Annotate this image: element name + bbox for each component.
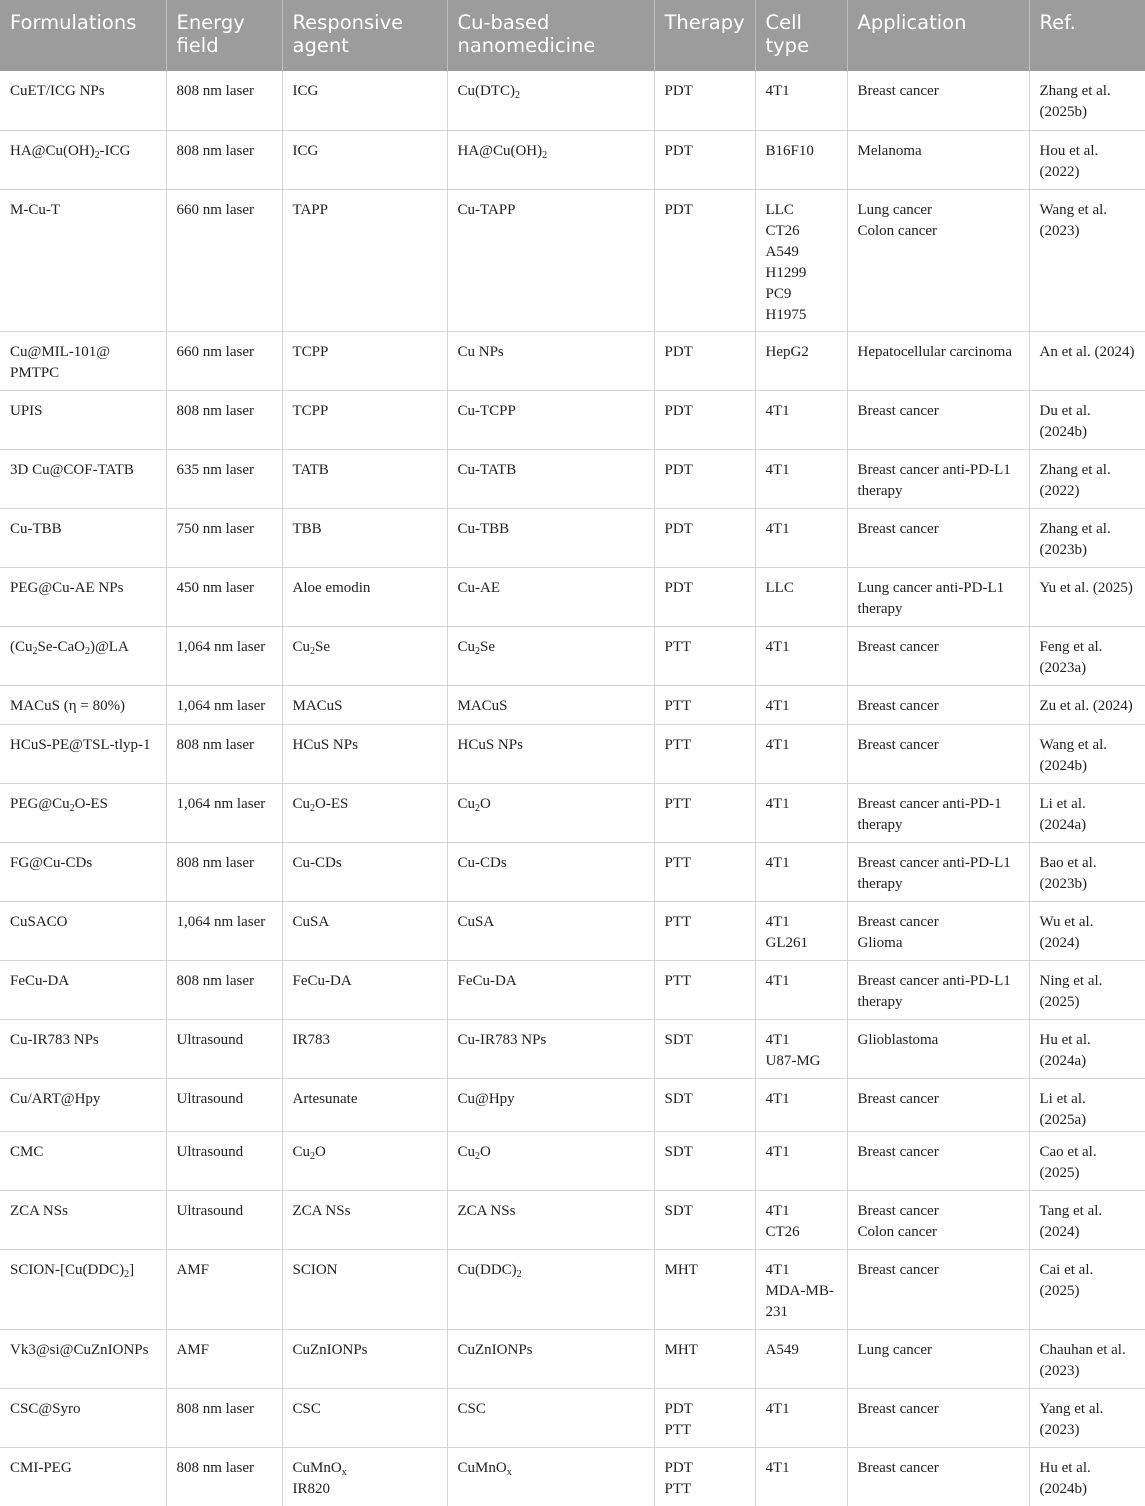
nanomedicine-cell: MACuS [447,685,654,724]
ref-cell: Wang et al. (2023) [1029,189,1145,331]
ref-cell: Zhang et al. (2025b) [1029,71,1145,130]
application-cell: Breast cancer [847,71,1029,130]
ref-cell: Cai et al. (2025) [1029,1249,1145,1329]
energy-field-cell: 808 nm laser [166,130,282,189]
responsive-agent-cell: Aloe emodin [282,567,447,626]
ref-cell: Zu et al. (2024) [1029,685,1145,724]
therapy-cell: SDT [654,1019,755,1078]
table-row [0,130,1145,189]
header-cell-type: Cell type [755,0,847,71]
nanomedicine-cell: Cu NPs [447,331,654,390]
responsive-agent-cell: IR783 [282,1019,447,1078]
responsive-agent-cell: TATB [282,449,447,508]
energy-field-cell: 635 nm laser [166,449,282,508]
ref-cell: Du et al. (2024b) [1029,390,1145,449]
header-application: Application [847,0,1029,71]
cell-type-cell: 4T1 [755,1078,847,1131]
nanomedicine-cell: FeCu-DA [447,960,654,1019]
cell-type-cell: 4T1 [755,960,847,1019]
therapy-cell: MHT [654,1329,755,1388]
table-row [0,331,1145,390]
cell-type-cell: 4T1 CT26 [755,1190,847,1249]
ref-cell: Zhang et al. (2023b) [1029,508,1145,567]
table-row [0,567,1145,626]
application-cell: Breast cancer [847,390,1029,449]
cell-type-cell: LLC [755,567,847,626]
nanomedicine-cell: Cu-AE [447,567,654,626]
formulation-cell: ZCA NSs [0,1190,166,1249]
therapy-cell: SDT [654,1190,755,1249]
formulation-cell: Cu-IR783 NPs [0,1019,166,1078]
responsive-agent-cell: $Cu_2O$ [282,1131,447,1190]
responsive-agent-cell: CuMnO$_x$ IR820 [282,1447,447,1506]
nanomedicine-cell: HCuS NPs [447,724,654,783]
energy-field-cell: Ultrasound [166,1078,282,1131]
table-row [0,1249,1145,1329]
cell-type-cell: 4T1 [755,1388,847,1447]
cell-type-cell: 4T1 [755,390,847,449]
energy-field-cell: Ultrasound [166,1131,282,1190]
nanomedicine-cell: Cu-IR783 NPs [447,1019,654,1078]
ref-cell: Li et al. (2024a) [1029,783,1145,842]
formulation-cell: Cu@MIL-101@ PMTPC [0,331,166,390]
application-cell: Lung cancer Colon cancer [847,189,1029,331]
nanomedicine-cell: CuMnO$_x$ [447,1447,654,1506]
therapy-cell: PTT [654,901,755,960]
nanomedicine-cell: Cu@Hpy [447,1078,654,1131]
therapy-cell: PTT [654,783,755,842]
therapy-cell: PTT [654,960,755,1019]
nanomedicine-cell: Cu-TAPP [447,189,654,331]
application-cell: Breast cancer [847,1131,1029,1190]
responsive-agent-cell: Artesunate [282,1078,447,1131]
nanomedicine-cell: ZCA NSs [447,1190,654,1249]
therapy-cell: PTT [654,842,755,901]
energy-field-cell: 808 nm laser [166,1388,282,1447]
table-row [0,1019,1145,1078]
energy-field-cell: 808 nm laser [166,1447,282,1506]
table-row [0,390,1145,449]
therapy-cell: PDT PTT [654,1388,755,1447]
therapy-cell: PDT [654,390,755,449]
therapy-cell: PTT [654,685,755,724]
application-cell: Breast cancer Colon cancer [847,1190,1029,1249]
energy-field-cell: Ultrasound [166,1190,282,1249]
nanomedicine-cell: Cu-CDs [447,842,654,901]
energy-field-cell: AMF [166,1329,282,1388]
formulation-cell: M-Cu-T [0,189,166,331]
therapy-cell: PDT [654,331,755,390]
cell-type-cell: 4T1 [755,1447,847,1506]
table-row [0,626,1145,685]
energy-field-cell: 1,064 nm laser [166,626,282,685]
responsive-agent-cell: ZCA NSs [282,1190,447,1249]
nanomedicine-cell: CuSA [447,901,654,960]
table-row [0,1131,1145,1190]
therapy-cell: PDT [654,449,755,508]
ref-cell: Cao et al. (2025) [1029,1131,1145,1190]
responsive-agent-cell: TAPP [282,189,447,331]
formulation-cell: CMI-PEG [10,1459,72,1476]
therapy-cell: PDT [654,71,755,130]
application-cell: Breast cancer [847,1447,1029,1506]
responsive-agent-cell: ICG [282,130,447,189]
application-cell: Breast cancer [847,508,1029,567]
cell-type-cell: 4T1 [755,626,847,685]
formulation-cell: $PEG@Cu_2O-ES$ [0,783,166,842]
ref-cell: Hu et al. (2024a) [1029,1019,1145,1078]
responsive-agent-cell: CuSA [282,901,447,960]
responsive-agent-cell: CuZnIONPs [282,1329,447,1388]
therapy-cell: SDT [654,1131,755,1190]
cell-type-cell: 4T1 [755,724,847,783]
formulation-cell: $(Cu_2Se-CaO_2)@LA$ [0,626,166,685]
ref-cell: Hu et al. (2024b) [1029,1447,1145,1506]
responsive-agent-cell: MACuS [282,685,447,724]
cell-type-cell: 4T1 [755,508,847,567]
table-row [0,960,1145,1019]
ref-cell: Bao et al. (2023b) [1029,842,1145,901]
application-cell: Breast cancer anti-PD-L1 therapy [847,960,1029,1019]
responsive-agent-cell: $Cu_2Se$ [282,626,447,685]
cell-type-cell: 4T1 [755,1131,847,1190]
formulation-cell: Vk3@si@CuZnIONPs [0,1329,166,1388]
ref-cell: Hou et al. (2022) [1029,130,1145,189]
formulation-cell: $HA@Cu(OH)_2$-ICG [0,130,166,189]
formulation-cell: Cu/ART@Hpy [0,1078,166,1131]
responsive-agent-cell: TCPP [282,390,447,449]
table-row [0,71,1145,130]
energy-field-cell: AMF [166,1249,282,1329]
ref-cell: Tang et al. (2024) [1029,1190,1145,1249]
nanomedicine-cell: CuZnIONPs [447,1329,654,1388]
nanomedicine-cell: CSC [447,1388,654,1447]
responsive-agent-cell: Cu-CDs [282,842,447,901]
energy-field-cell: 750 nm laser [166,508,282,567]
table-row [0,1190,1145,1249]
application-cell: Glioblastoma [847,1019,1029,1078]
cell-type-cell: 4T1 U87-MG [755,1019,847,1078]
therapy-cell: PTT [654,724,755,783]
application-cell: Breast cancer anti-PD-1 therapy [847,783,1029,842]
header-therapy: Therapy [654,0,755,71]
table-body [0,71,1145,1506]
nanomedicine-cell: Cu-TBB [447,508,654,567]
nanomedicine-cell: $Cu(DTC)_2$ [447,71,654,130]
energy-field-cell: 808 nm laser [166,842,282,901]
nanomedicine-cell: $HA@Cu(OH)_2$ [447,130,654,189]
application-cell: Breast cancer [847,1388,1029,1447]
application-cell: Breast cancer [847,1078,1029,1131]
formulation-cell: 3D Cu@COF-TATB [0,449,166,508]
responsive-agent-cell: TCPP [282,331,447,390]
nanomedicine-cell: $Cu_2Se$ [447,626,654,685]
responsive-agent-cell: FeCu-DA [282,960,447,1019]
energy-field-cell: 808 nm laser [166,390,282,449]
cell-type-cell: 4T1 [755,685,847,724]
formulation-cell: MACuS (η = 80%) [0,685,166,724]
header-energy-field: Energy field [166,0,282,71]
nanomedicine-cell: $Cu(DDC)_2$ [447,1249,654,1329]
application-cell: Breast cancer Glioma [847,901,1029,960]
table-row [0,508,1145,567]
energy-field-cell: 450 nm laser [166,567,282,626]
therapy-cell: PTT [654,626,755,685]
table-row [0,783,1145,842]
table-row [0,1078,1145,1131]
energy-field-cell: 1,064 nm laser [166,901,282,960]
cell-type-cell: A549 [755,1329,847,1388]
ref-cell: An et al. (2024) [1029,331,1145,390]
responsive-agent-cell: HCuS NPs [282,724,447,783]
application-cell: Breast cancer [847,724,1029,783]
table-row [0,901,1145,960]
cell-type-cell: B16F10 [755,130,847,189]
therapy-cell: PDT [654,567,755,626]
nanomedicine-cell: Cu-TCPP [447,390,654,449]
header-formulations: Formulations [0,0,166,71]
energy-field-cell: 1,064 nm laser [166,685,282,724]
table-row [0,449,1145,508]
cell-type-cell: HepG2 [755,331,847,390]
ref-cell: Feng et al. (2023a) [1029,626,1145,685]
ref-cell: Chauhan et al. (2023) [1029,1329,1145,1388]
responsive-agent-cell: ICG [282,71,447,130]
cell-type-cell: 4T1 [755,71,847,130]
cell-type-cell: 4T1 MDA-MB-231 [755,1249,847,1329]
application-cell: Breast cancer [847,685,1029,724]
nanomedicine-cell: $Cu_2O$ [447,783,654,842]
table-row [0,1388,1145,1447]
ref-cell: Zhang et al. (2022) [1029,449,1145,508]
formulation-cell: CuSACO [0,901,166,960]
header-ref: Ref. [1029,0,1145,71]
therapy-cell: MHT [654,1249,755,1329]
ref-cell: Wu et al. (2024) [1029,901,1145,960]
energy-field-cell: 808 nm laser [166,724,282,783]
therapy-cell: SDT [654,1078,755,1131]
formulation-cell: CuET/ICG NPs [0,71,166,130]
application-cell: Breast cancer [847,1249,1029,1329]
nanomedicine-cell: Cu-TATB [447,449,654,508]
formulation-cell: FeCu-DA [0,960,166,1019]
therapy-cell: PDT [654,130,755,189]
application-cell: Breast cancer [847,626,1029,685]
energy-field-cell: 660 nm laser [166,331,282,390]
application-cell: Breast cancer anti-PD-L1 therapy [847,842,1029,901]
application-cell: Melanoma [847,130,1029,189]
table-row [0,189,1145,331]
ref-cell: Li et al. (2025a) [1029,1078,1145,1131]
nanomedicine-cell: $Cu_2O$ [447,1131,654,1190]
formulation-cell: CMC [0,1131,166,1190]
cell-type-cell: 4T1 [755,449,847,508]
formulation-cell: HCuS-PE@TSL-tlyp-1 [0,724,166,783]
table-row [0,842,1145,901]
therapy-cell: PDT [654,508,755,567]
header-row [0,0,1145,71]
responsive-agent-cell: TBB [282,508,447,567]
formulation-cell: CSC@Syro [0,1388,166,1447]
responsive-agent-cell: SCION [282,1249,447,1329]
formulation-cell: UPIS [0,390,166,449]
energy-field-cell: Ultrasound [166,1019,282,1078]
energy-field-cell: 808 nm laser [166,71,282,130]
application-cell: Hepatocellular carcinoma [847,331,1029,390]
energy-field-cell: 1,064 nm laser [166,783,282,842]
header-responsive-agent: Responsive agent [282,0,447,71]
energy-field-cell: 660 nm laser [166,189,282,331]
table-row [0,685,1145,724]
therapy-cell: PDT PTT [654,1447,755,1506]
energy-field-cell: 808 nm laser [166,960,282,1019]
formulation-cell: PEG@Cu-AE NPs [0,567,166,626]
cell-type-cell: 4T1 GL261 [755,901,847,960]
formulation-cell: SCION-$[Cu(DDC)_2]$ [0,1249,166,1329]
therapy-cell: PDT [654,189,755,331]
header-cu-nanomedicine: Cu-based nanomedicine [447,0,654,71]
responsive-agent-cell: CSC [282,1388,447,1447]
ref-cell: Yang et al. (2023) [1029,1388,1145,1447]
application-cell: Lung cancer [847,1329,1029,1388]
formulation-cell: Cu-TBB [0,508,166,567]
table-row [0,724,1145,783]
application-cell: Lung cancer anti-PD-L1 therapy [847,567,1029,626]
table-row [0,1329,1145,1388]
formulation-cell: FG@Cu-CDs [0,842,166,901]
ref-cell: Wang et al. (2024b) [1029,724,1145,783]
cell-type-cell: LLC CT26 A549 H1299 PC9 H1975 [755,189,847,331]
ref-cell: Ning et al. (2025) [1029,960,1145,1019]
table-row [0,1447,1145,1506]
application-cell: Breast cancer anti-PD-L1 therapy [847,449,1029,508]
cell-type-cell: 4T1 [755,783,847,842]
responsive-agent-cell: $Cu_2O-ES$ [282,783,447,842]
cell-type-cell: 4T1 [755,842,847,901]
ref-cell: Yu et al. (2025) [1029,567,1145,626]
